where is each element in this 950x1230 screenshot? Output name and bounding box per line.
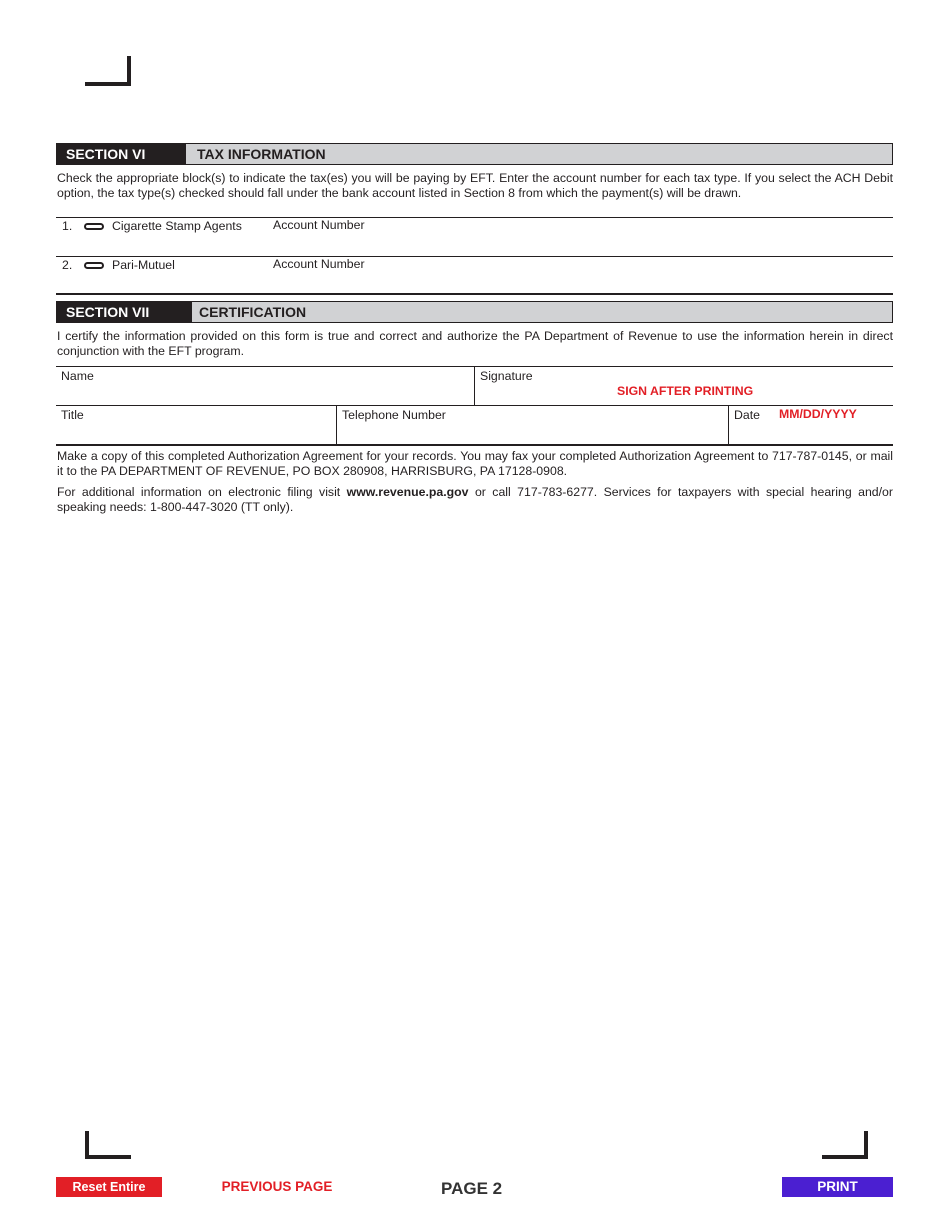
divider	[56, 444, 893, 446]
telephone-number-label: Telephone Number	[342, 408, 446, 422]
name-input[interactable]	[58, 384, 472, 404]
sign-after-printing-note: SIGN AFTER PRINTING	[617, 384, 754, 398]
pari-mutuel-account-number-label: Account Number	[273, 257, 365, 271]
date-label: Date	[734, 408, 760, 422]
divider	[56, 293, 893, 295]
section-7-header	[56, 301, 893, 323]
title-label: Title	[61, 408, 84, 422]
section-7-title: CERTIFICATION	[199, 304, 307, 320]
revenue-website-link[interactable]: www.revenue.pa.gov	[346, 485, 469, 499]
section-7-label: SECTION VII	[56, 301, 192, 323]
additional-info	[57, 485, 893, 515]
previous-page-button[interactable]: PREVIOUS PAGE	[221, 1179, 333, 1194]
cigarette-account-number-label: Account Number	[273, 218, 365, 232]
pari-mutuel-checkbox[interactable]	[84, 262, 104, 269]
certification-statement: I certify the information provided on this form is true and correct and authorize the PA Department of Revenue to use the information herein in direct conjunction with the EFT program.	[57, 329, 893, 358]
additional-info-suffix: or call 717-783-6277. Services for taxpayers with special hearing and/or speaking needs: 1-800-447-3020 (TT only).	[57, 485, 893, 514]
cigarette-account-number-input[interactable]	[370, 218, 890, 252]
item-number: 2.	[62, 258, 73, 272]
reset-entire-form-button[interactable]: Reset Entire Form	[56, 1177, 162, 1197]
page-number: PAGE 2	[441, 1179, 503, 1198]
date-input[interactable]: MM/DD/YYYY	[779, 407, 857, 421]
registration-mark-top-left	[85, 56, 131, 86]
title-input[interactable]	[58, 424, 332, 442]
registration-mark-bottom-right	[822, 1131, 868, 1159]
copy-instructions: Make a copy of this completed Authorization Agreement for your records. You may fax your completed Authorization Agreement to 717-787-0145, or mail it to the PA DEPARTMENT OF REVENUE, PO BOX 280908, HARRISBURG, PA 17128-0908.	[57, 449, 893, 478]
section-6-header	[56, 143, 893, 165]
divider	[474, 366, 475, 406]
section-6-instructions: Check the appropriate block(s) to indicate the tax(es) you will be paying by EFT. Enter the account number for each tax type. If you select the ACH Debit option, the tax type(s) checked should fall under the bank account listed in Section 8 from which the payment(s) will be drawn.	[57, 171, 893, 200]
item-number: 1.	[62, 219, 73, 233]
additional-info-prefix: For additional information on electronic filing visit	[57, 485, 347, 499]
pari-mutuel-label: Pari-Mutuel	[112, 258, 175, 272]
pari-mutuel-account-number-input[interactable]	[370, 257, 890, 291]
cigarette-stamp-agents-checkbox[interactable]	[84, 223, 104, 230]
section-6-label: SECTION VI	[56, 143, 186, 165]
name-label: Name	[61, 369, 94, 383]
telephone-number-input[interactable]	[340, 424, 724, 442]
cigarette-stamp-agents-label: Cigarette Stamp Agents	[112, 219, 242, 233]
print-button[interactable]: PRINT	[782, 1177, 893, 1197]
divider	[728, 405, 729, 444]
signature-label: Signature	[480, 369, 533, 383]
divider	[336, 405, 337, 444]
registration-mark-bottom-left	[85, 1131, 131, 1159]
section-6-title: TAX INFORMATION	[197, 146, 326, 162]
divider	[56, 405, 893, 406]
